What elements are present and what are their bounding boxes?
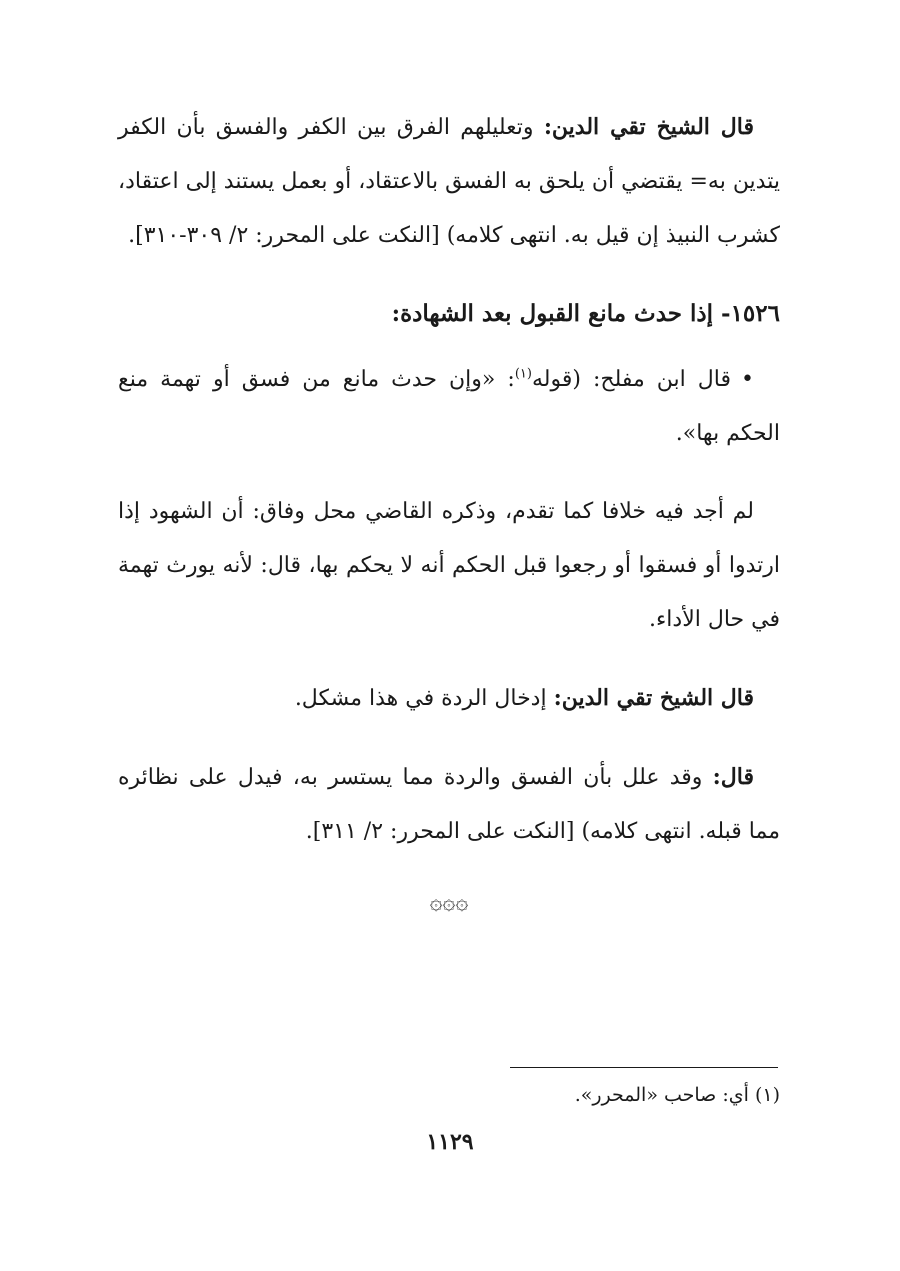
paragraph-text: وقد علل بأن الفسق والردة مما يستسر به، فيدل على نظائره مما قبله. انتهى كلامه) [النكت على المحرر: ٢/ ٣١١].	[118, 765, 780, 844]
page-body	[118, 100, 780, 923]
paragraph-1	[118, 100, 780, 263]
paragraph-2	[118, 353, 780, 461]
section-heading	[118, 287, 780, 341]
paragraph-text: : «وإن حدث مانع من فسق أو تهمة منع الحكم بها».	[118, 367, 780, 446]
section-number: ١٥٢٦-	[721, 300, 780, 327]
paragraph-text: لم أجد فيه خلافا كما تقدم، وذكره القاضي محل وفاق: أن الشهود إذا ارتدوا أو فسقوا أو رجعوا قبل الحكم أنه لا يحكم بها، قال: لأنه يورث تهمة في حال الأداء.	[118, 499, 780, 632]
speaker-label: قال الشيخ تقي الدين:	[553, 685, 754, 711]
speaker-label: قال:	[712, 764, 754, 790]
footnote-divider	[510, 1067, 778, 1068]
paragraph-4	[118, 671, 780, 726]
paragraph-5	[118, 750, 780, 859]
footnote: (١) أي: صاحب «المحرر».	[574, 1084, 780, 1106]
bullet-icon: •	[741, 367, 754, 392]
speaker-label: قال الشيخ تقي الدين:	[543, 114, 755, 140]
footnote-reference: (١)	[514, 366, 532, 382]
paragraph-lead: قال ابن مفلح: (قوله	[531, 367, 732, 392]
paragraph-text: إدخال الردة في هذا مشكل.	[294, 686, 554, 711]
paragraph-3	[118, 485, 780, 647]
ornament-divider-icon: ۞۞۞	[429, 890, 469, 915]
section-title: إذا حدث مانع القبول بعد الشهادة:	[391, 300, 714, 327]
paragraph-text: وتعليلهم الفرق بين الكفر والفسق بأن الكفر يتدين به= يقتضي أن يلحق به الفسق بالاعتقاد، أو بعمل يستند إلى اعتقاد، كشرب النبيذ إن قيل به. انتهى كلامه) [النكت على المحرر: ٢/ ٣٠٩-٣١٠].	[118, 115, 780, 248]
page-number: ١١٢٩	[426, 1129, 474, 1155]
